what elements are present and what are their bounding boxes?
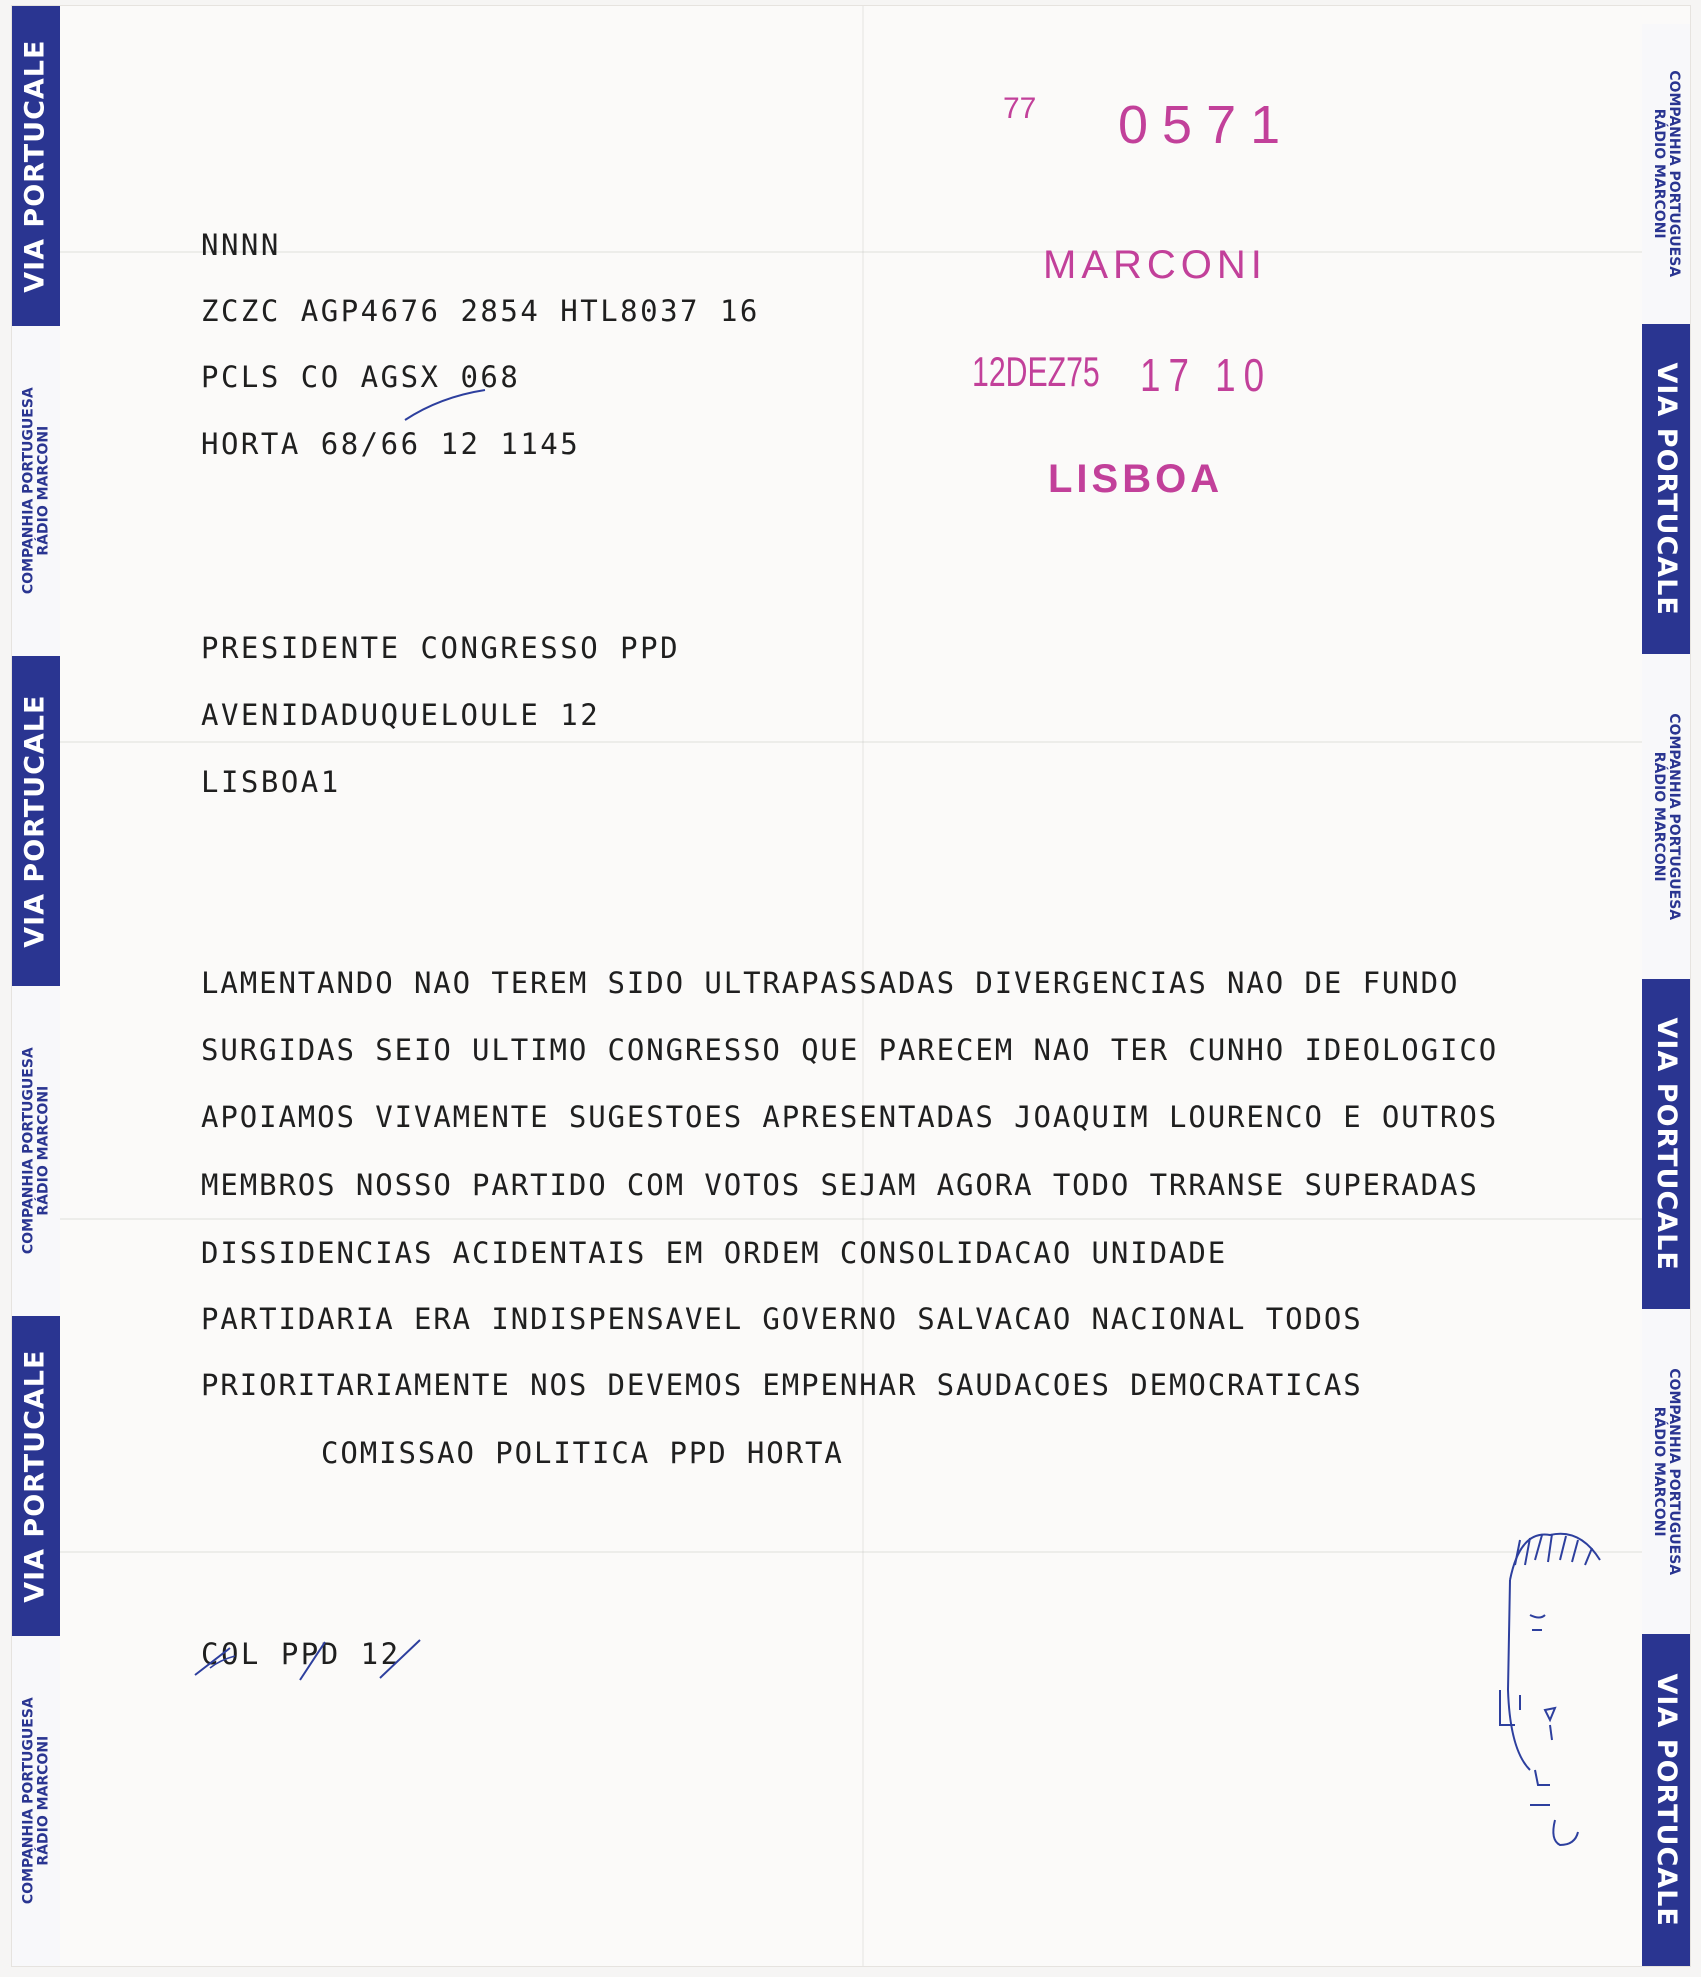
message-line-2: SURGIDAS SEIO ULTIMO CONGRESSO QUE PARECEM NAO TER CUNHO IDEOLOGICO	[201, 1033, 1499, 1067]
strip-company-line1: COMPANHIA PORTUGUESA	[20, 1697, 37, 1905]
strip-company-segment	[12, 1636, 60, 1966]
strip-company-label	[21, 1698, 50, 1905]
pen-check-mark-icon	[190, 1620, 450, 1690]
pen-sketch-face-icon	[1490, 1520, 1620, 1870]
stamp-serial-number: 0571	[1118, 95, 1295, 155]
right-border-strip	[1642, 24, 1690, 1966]
strip-company-segment	[12, 326, 60, 656]
strip-company-line2: RÁDIO MARCONI	[1651, 109, 1667, 239]
strip-company-line1: COMPANHIA PORTUGUESA	[20, 1047, 37, 1255]
strip-via-segment	[12, 656, 60, 986]
strip-company-line2: RÁDIO MARCONI	[1651, 1406, 1667, 1537]
strip-via-label: VIA PORTUCALE	[19, 39, 51, 293]
header-line-3: PCLS CO AGSX 068	[201, 360, 521, 394]
address-line-1: PRESIDENTE CONGRESSO PPD	[201, 631, 681, 665]
header-line-4: HORTA 68/66 12 1145	[201, 427, 581, 461]
address-line-2: AVENIDADUQUELOULE 12	[201, 698, 601, 732]
stamp-series-prefix: 77	[1003, 92, 1037, 125]
strip-via-segment	[12, 6, 60, 326]
strip-via-label: VIA PORTUCALE	[19, 1349, 51, 1603]
fold-line	[12, 741, 1690, 743]
strip-company-line2: RÁDIO MARCONI	[1651, 751, 1667, 882]
strip-company-label	[1651, 713, 1680, 920]
strip-company-line1: COMPANHIA PORTUGUESA	[1665, 70, 1682, 278]
strip-company-segment	[12, 986, 60, 1316]
strip-via-label: VIA PORTUCALE	[1651, 362, 1683, 616]
strip-company-line1: COMPANHIA PORTUGUESA	[1665, 1368, 1682, 1575]
strip-via-label: VIA PORTUCALE	[1651, 1673, 1683, 1927]
strip-via-segment	[12, 1316, 60, 1636]
strip-company-label	[1651, 71, 1680, 278]
strip-company-segment	[1642, 1309, 1690, 1634]
strip-via-segment	[1642, 1634, 1690, 1966]
pen-check-mark-icon	[400, 385, 500, 425]
strip-via-label: VIA PORTUCALE	[19, 694, 51, 948]
strip-company-label	[1651, 1368, 1680, 1575]
address-line-3: LISBOA1	[201, 765, 341, 799]
strip-company-line2: RÁDIO MARCONI	[35, 1086, 51, 1216]
strip-company-label	[21, 388, 50, 595]
strip-company-line1: COMPANHIA PORTUGUESA	[1665, 713, 1682, 920]
strip-company-segment	[1642, 654, 1690, 979]
header-line-1: NNNN	[201, 228, 281, 262]
message-line-3: APOIAMOS VIVAMENTE SUGESTOES APRESENTADAS JOAQUIM LOURENCO E OUTROS	[201, 1100, 1499, 1134]
message-line-1: LAMENTANDO NAO TEREM SIDO ULTRAPASSADAS DIVERGENCIAS NAO DE FUNDO	[201, 966, 1460, 1000]
stamp-date: 12DEZ75	[972, 348, 1100, 395]
stamp-time: 17 10	[1140, 349, 1273, 401]
strip-via-segment	[1642, 324, 1690, 654]
strip-company-line1: COMPANHIA PORTUGUESA	[20, 387, 37, 595]
fold-line	[12, 1551, 1690, 1553]
footer-collation: COL PPD 12	[201, 1637, 401, 1671]
strip-company-line2: RÁDIO MARCONI	[35, 1736, 51, 1866]
strip-via-segment	[1642, 979, 1690, 1309]
strip-via-label: VIA PORTUCALE	[1651, 1017, 1683, 1271]
message-signature: COMISSAO POLITICA PPD HORTA	[321, 1436, 844, 1470]
stamp-city-lisboa: LISBOA	[1048, 457, 1224, 501]
left-border-strip	[12, 6, 60, 1966]
stamp-office-marconi: MARCONI	[1043, 243, 1267, 287]
strip-company-segment	[1642, 24, 1690, 324]
strip-company-label	[21, 1048, 50, 1255]
header-line-2: ZCZC AGP4676 2854 HTL8037 16	[201, 294, 760, 328]
message-line-6: PARTIDARIA ERA INDISPENSAVEL GOVERNO SALVACAO NACIONAL TODOS	[201, 1302, 1363, 1336]
strip-company-line2: RÁDIO MARCONI	[35, 426, 51, 556]
fold-line	[12, 1218, 1690, 1220]
message-line-5: DISSIDENCIAS ACIDENTAIS EM ORDEM CONSOLIDACAO UNIDADE	[201, 1236, 1228, 1270]
message-line-4: MEMBROS NOSSO PARTIDO COM VOTOS SEJAM AGORA TODO TRRANSE SUPERADAS	[201, 1168, 1479, 1202]
message-line-7: PRIORITARIAMENTE NOS DEVEMOS EMPENHAR SAUDACOES DEMOCRATICAS	[201, 1368, 1363, 1402]
